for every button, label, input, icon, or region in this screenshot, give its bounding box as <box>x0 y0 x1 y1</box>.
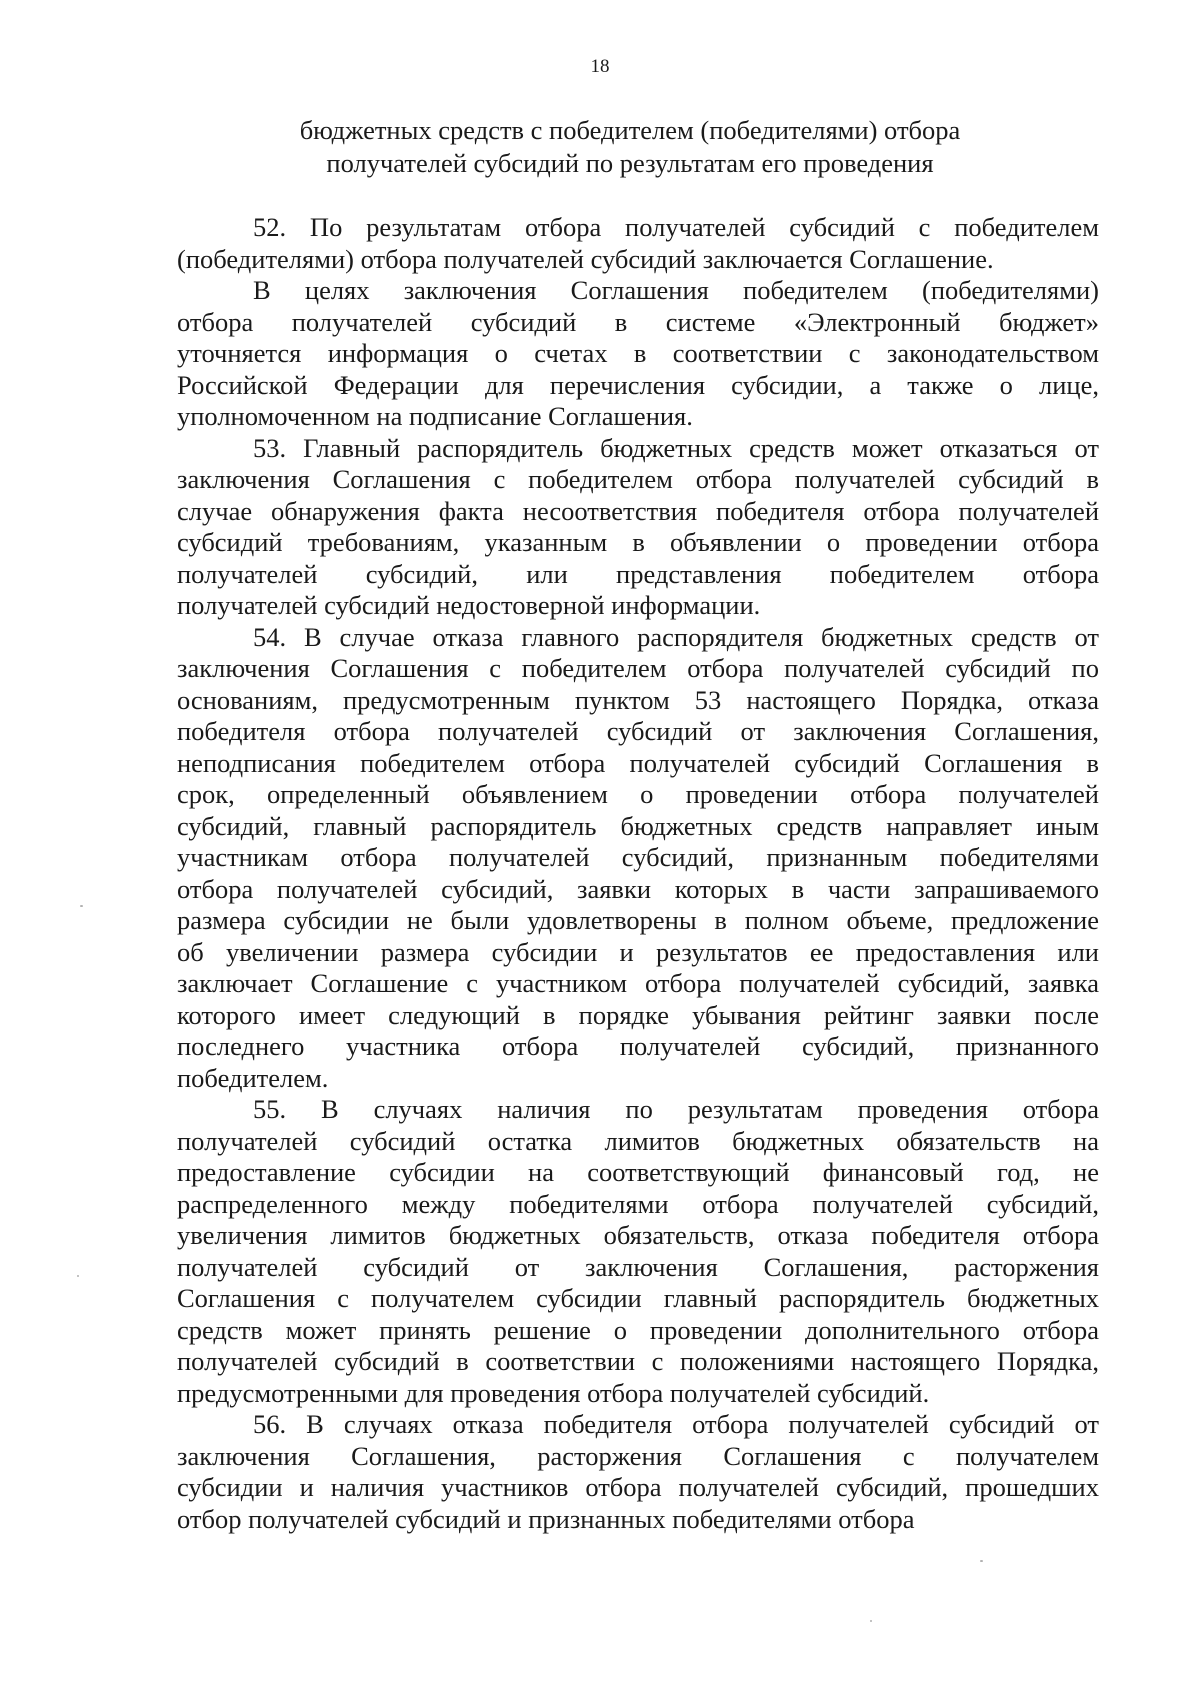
scan-speck <box>980 1560 983 1562</box>
text-line: получателей субсидий остатка лимитов бюджетных обязательств на <box>177 1125 1099 1156</box>
section-heading <box>190 114 1070 180</box>
text-line: 54. В случае отказа главного распорядителя бюджетных средств от <box>253 621 1099 652</box>
text-line: средств может принять решение о проведении дополнительного отбора <box>177 1314 1099 1345</box>
text-line: 52. По результатам отбора получателей субсидий с победителем <box>253 212 1099 242</box>
heading-line: бюджетных средств с победителем (победителями) отбора <box>299 115 961 145</box>
paragraph <box>177 1409 1099 1535</box>
scan-speck <box>80 905 83 907</box>
text-line: 56. В случаях отказа победителя отбора получателей субсидий от <box>253 1409 1099 1439</box>
scan-speck <box>77 1275 79 1277</box>
text-line: субсидии и наличия участников отбора получателей субсидий, прошедших <box>177 1472 1099 1502</box>
paragraph <box>177 212 1099 275</box>
text-line: предоставление субсидии на соответствующий финансовый год, не <box>177 1157 1099 1187</box>
text-line: получателей субсидий, или представления победителем отбора <box>177 558 1099 589</box>
text-line: которого имеет следующий в порядке убывания рейтинг заявки после <box>177 999 1099 1030</box>
text-line: субсидий, главный распорядитель бюджетных средств направляет иным <box>177 810 1099 841</box>
scan-speck <box>870 1620 872 1622</box>
text-line: субсидий требованиям, указанным в объявлении о проведении отбора <box>177 527 1099 557</box>
text-line: уточняется информация о счетах в соответствии с законодательством <box>177 338 1099 368</box>
document-body <box>177 212 1099 1535</box>
text-line: отбор получателей субсидий и признанных победителями отбора <box>177 1503 915 1534</box>
text-line: 53. Главный распорядитель бюджетных средств может отказаться от <box>253 432 1099 463</box>
text-line: Российской Федерации для перечисления субсидии, а также о лице, <box>177 369 1099 400</box>
text-line: основаниям, предусмотренным пунктом 53 настоящего Порядка, отказа <box>177 684 1099 715</box>
text-line: заключения Соглашения с победителем отбора получателей субсидий в <box>177 464 1099 494</box>
text-line: срок, определенный объявлением о проведении отбора получателей <box>177 779 1099 809</box>
text-line: Соглашения с получателем субсидии главный распорядитель бюджетных <box>177 1283 1099 1313</box>
text-line: размера субсидии не были удовлетворены в полном объеме, предложение <box>177 905 1099 935</box>
text-line: получателей субсидий недостоверной информации. <box>177 590 761 620</box>
text-line: отбора получателей субсидий в системе «Электронный бюджет» <box>177 306 1099 337</box>
text-line: увеличения лимитов бюджетных обязательств, отказа победителя отбора <box>177 1220 1099 1250</box>
heading-line: получателей субсидий по результатам его проведения <box>326 148 934 178</box>
text-line: победителя отбора получателей субсидий от заключения Соглашения, <box>177 716 1099 746</box>
text-line: распределенного между победителями отбора получателей субсидий, <box>177 1188 1099 1219</box>
text-line: участникам отбора получателей субсидий, признанным победителями <box>177 842 1099 872</box>
text-line: 55. В случаях наличия по результатам проведения отбора <box>253 1094 1099 1124</box>
page-number: 18 <box>590 56 610 77</box>
text-line: об увеличении размера субсидии и результатов ее предоставления или <box>177 936 1099 967</box>
paragraph <box>177 1094 1099 1409</box>
text-line: (победителями) отбора получателей субсидий заключается Соглашение. <box>177 243 994 274</box>
text-line: В целях заключения Соглашения победителем (победителями) <box>253 275 1099 305</box>
text-line: уполномоченном на подписание Соглашения. <box>177 401 693 431</box>
paragraph <box>177 433 1099 622</box>
text-line: заключения Соглашения с победителем отбора получателей субсидий по <box>177 653 1099 683</box>
text-line: заключает Соглашение с участником отбора получателей субсидий, заявка <box>177 968 1099 998</box>
text-line: заключения Соглашения, расторжения Соглашения с получателем <box>177 1440 1099 1471</box>
paragraph <box>177 622 1099 1095</box>
text-line: отбора получателей субсидий, заявки которых в части запрашиваемого <box>177 873 1099 904</box>
paragraph <box>177 275 1099 433</box>
text-line: последнего участника отбора получателей субсидий, признанного <box>177 1031 1099 1061</box>
text-line: неподписания победителем отбора получателей субсидий Соглашения в <box>177 747 1099 778</box>
text-line: предусмотренными для проведения отбора получателей субсидий. <box>177 1377 930 1408</box>
text-line: победителем. <box>177 1062 329 1093</box>
text-line: получателей субсидий от заключения Соглашения, расторжения <box>177 1251 1099 1282</box>
text-line: получателей субсидий в соответствии с положениями настоящего Порядка, <box>177 1346 1099 1376</box>
text-line: случае обнаружения факта несоответствия победителя отбора получателей <box>177 495 1099 526</box>
